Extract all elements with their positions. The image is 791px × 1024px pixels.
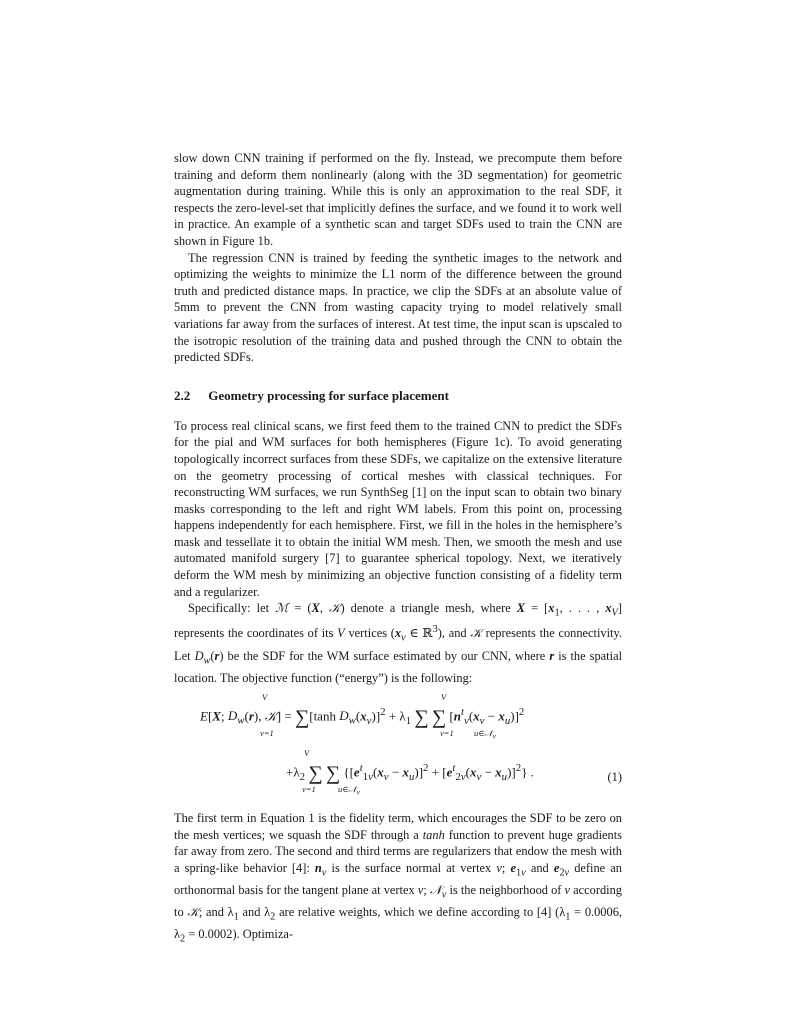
paragraph: The regression CNN is trained by feeding the synthetic images to the network and optimizing the weights to minimize the L1 norm of the difference between the ground truth and predicted distance maps. In practice, we clip the SDFs at an absolute value of 5mm to prevent the CNN from wasting capacity trying to model relatively small variations far away from the surfaces of interest. At test time, the input scan is upscaled to the isotropic resolution of the training data and pushed through the CNN to obtain the predicted SDFs.	[174, 250, 622, 365]
paragraph: Specifically: let ℳ = (X, 𝒦) denote a triangle mesh, where $X = [x_1$, . . . , $x_V$] represents the coordinates of its V vertices ($x_v$ ∈ ℝ$^3$), and 𝒦 represents the connectivity. Let $D_w(r)$ be the SDF for the WM surface estimated by our CNN, where r is the spatial location. The objective function (“energy”) is the following:	[174, 601, 623, 685]
paper-page	[174, 150, 622, 948]
section-number: 2.2	[174, 387, 191, 403]
paragraph: slow down CNN training if performed on the fly. Instead, we precompute them before training and deform them nonlinearly (along with the 3D segmentation) for geometric augmentation during training. While this is only an approximation to the real SDF, it respects the zero-level-set that implicitly defines the surface, and we found it to work well in practice. An example of a synthetic scan and target SDFs used to train the CNN are shown in Figure 1b.	[174, 151, 622, 248]
equation: V v=1 V v=1 u∈𝒩$_v$ E[X; $D_w(r)$, 𝒦] = ∑[tanh $D_w(x_v)]^2 + \lambda_1$ ∑ ∑ $[n^t_v(x_v - x_u)]^2$ V v=1 u∈𝒩$_v$ $+\lambda_2$ ∑ ∑ $\{[e^t_{1v}(x_v - x_u)]^2 + [e^t_{2v}(x_v - x_u)]^2\}$ . (1)	[200, 692, 622, 797]
equation-number: (1)	[607, 770, 622, 785]
paragraph: The first term in Equation 1 is the fidelity term, which encourages the SDF to be zero on the mesh vertices; we squash the SDF through a tanh function to prevent huge gradients far away from zero. The second and third terms are regularizers that endow the mesh with a spring-like behavior [4]: $n_v$ is the surface normal at vertex v; $e_{1v}$ and $e_{2v}$ define an orthonormal basis for the tangent plane at vertex v; 𝒩$_v$ is the neighborhood of v according to 𝒦; and $\lambda_1$ and $\lambda_2$ are relative weights, which we define according to [4] ($\lambda_1 = 0.0006$, $\lambda_2 = 0.0002$). Optimiza-	[174, 811, 623, 945]
section-heading	[174, 388, 622, 404]
paragraph: To process real clinical scans, we first feed them to the trained CNN to predict the SDFs for the pial and WM surfaces for both hemispheres (Figure 1c). To avoid generating topologically incorrect surfaces from these SDFs, we capitalize on the extensive literature on the geometry processing of cortical meshes with classical techniques. For reconstructing WM surfaces, we run SynthSeg [1] on the input scan to obtain two binary masks corresponding to the left and right WM labels. From this point on, processing happens independently for each hemisphere. First, we fill in the holes in the hemisphere’s mask and tessellate it to obtain the initial WM mesh. Then, we smooth the mesh and use automated manifold surgery [7] to guarantee spherical topology. Next, we iteratively deform the WM mesh by minimizing an objective function consisting of a fidelity term and a regularizer.	[174, 418, 622, 599]
section-title: Geometry processing for surface placement	[208, 387, 449, 403]
